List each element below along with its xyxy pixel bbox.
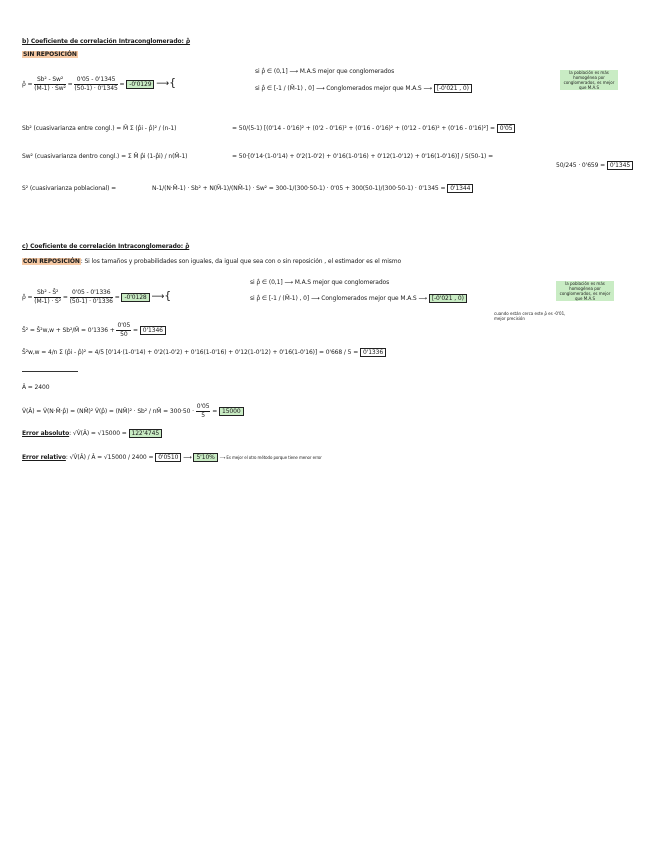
variance-line: V̂(Â) = V̂(N·M̄·p̂) = (NM̄)² V̂(p̂) = (NM̄)² · Sb² / nM̄ = 300·50 · $\frac{0'05}{5}$ = 15000 xyxy=(22,403,244,420)
c-rho-result: -0'0128 xyxy=(121,293,149,302)
c-sw-line: Ŝ²w,w = 4/n Σ (p̂i - p̂)² = 4/5 [0'14·(1-0'14) + 0'2(1-0'2) + 0'16(1-0'16) + 0'12(1-0'12) + 0'16(1-0'16)] = 0'668 / 5 = 0'1336 xyxy=(22,349,386,357)
rho-lhs: ρ̂ = xyxy=(22,81,33,88)
c-rho-formula: ρ̂ = $\frac{\text{Sb² - Ŝ²}}{\text{(M̄-1) · Ŝ²}}$ = $\frac{0'05 - 0'1336}{(50-1) \cdot 0'1336}$ = -0'0128 ⟶{ xyxy=(22,289,172,305)
b-sw-line: Sw² (cuasivarianza dentro congl.) = Σ M̄ p̂i (1-p̂i) / n(M̄-1) xyxy=(22,153,188,160)
c-note: la población es más homogénea por conglomerados, es mejor que M.A.S xyxy=(556,281,614,301)
error-absoluto-result: 122'4745 xyxy=(129,429,163,438)
c-case1: si ρ̂ ∈ (0,1] ⟶ M.A.S mejor que conglomerados xyxy=(250,279,390,286)
error-relativo-note: ⟶ Es mejor el otro método porque tiene menor error xyxy=(219,455,322,460)
b-case2: si ρ̂ ∈ [-1 / (M̄-1) , 0] ⟶ Conglomerados mejor que M.A.S ⟶ [-0'021 , 0) xyxy=(255,85,472,93)
error-relativo-result: 5'10% xyxy=(193,453,217,462)
b-note: la población es más homogénea por conglomerados, es mejor que M.A.S xyxy=(560,70,618,90)
b-interval-result: [-0'021 , 0) xyxy=(434,84,472,93)
a-hat: Â = 2400 xyxy=(22,384,50,391)
b-s2-line: S² (cuasivarianza poblacional) = xyxy=(22,185,117,192)
error-relativo-line: Error relativo: √V̂(Â) / Â = √15000 / 2400 = 0'0510 ⟶ 5'10% ⟶ Es mejor el otro método porque tiene menor error xyxy=(22,454,322,461)
c-interval-result: [-0'021 , 0) xyxy=(429,294,467,303)
c-sw-result: 0'1336 xyxy=(360,348,386,357)
s2-result: 0'1344 xyxy=(447,184,473,193)
error-absoluto-line: Error absoluto: √V̂(Â) = √15000 = 122'4745 xyxy=(22,430,162,438)
section-b-title: b) Coeficiente de correlación Intraconglomerado: ρ̂ xyxy=(22,38,191,45)
error-relativo-value: 0'0510 xyxy=(155,453,181,462)
separator-rule xyxy=(22,371,78,372)
section-b-subtitle xyxy=(22,51,78,59)
sb-result: 0'05 xyxy=(497,124,516,133)
variance-result: 15000 xyxy=(219,407,244,416)
rho-fraction: $\frac{\text{Sb² - Sw²}}{\text{(M̄-1) · Sw²}}$ xyxy=(34,76,66,92)
con-reposicion-label: CON REPOSICIÓN xyxy=(23,258,80,265)
b-sw-result-line: 50/245 · 0'659 = 0'1345 xyxy=(556,162,633,170)
sw-result: 0'1345 xyxy=(607,161,633,170)
b-case1: si ρ̂ ∈ (0,1] ⟶ M.A.S mejor que conglomerados xyxy=(255,68,395,75)
b-sw-calc: = 50·[0'14·(1-0'14) + 0'2(1-0'2) + 0'16(1-0'16) + 0'12(1-0'12) + 0'16(1-0'16)] / 5(50-1) = xyxy=(232,153,494,160)
c-s2-line: Ŝ² = Ŝ²w,w + Sb²/M̄ = 0'1336 + $\frac{0'05}{50}$ = 0'1346 xyxy=(22,322,166,339)
section-c-intro: CON REPOSICIÓN: Si los tamaños y probabilidades son iguales, da igual que sea con o sin reposición , el estimador es el mismo xyxy=(23,258,402,265)
rho-fraction-values: $\frac{0'05 - 0'1345}{(50-1) \cdot 0'1345}$ xyxy=(74,76,118,92)
b-sb-calc: = 50/(5-1) [(0'14 - 0'16)² + (0'2 - 0'16)² + (0'16 - 0'16)² + (0'12 - 0'16)² + (0'16 - 0'16)²] = 0'05 xyxy=(232,125,515,133)
c-note2: cuando están cerca este ρ̂ es -0'01, mejor precisión xyxy=(494,311,566,321)
section-c-title: c) Coeficiente de correlación Intraconglomerado: ρ̂ xyxy=(22,243,190,250)
b-rho-formula: ρ̂ = $\frac{\text{Sb² - Sw²}}{\text{(M̄-1) · Sw²}}$ = $\frac{0'05 - 0'1345}{(50-1) \cdot 0'1345}$ = -0'0129 ⟶{ xyxy=(22,76,176,92)
sin-reposicion-label: SIN REPOSICIÓN xyxy=(23,51,77,58)
rho-result: -0'0129 xyxy=(126,80,154,89)
b-s2-calc: N-1/(N·M̄-1) · Sb² + N(M̄-1)/(NM̄-1) · Sw² = 300-1/(300·50-1) · 0'05 + 300(50-1)/(300·50-1) · 0'1345 = 0'1344 xyxy=(152,185,473,193)
b-sb-line: Sb² (cuasivarianza entre congl.) = M̄ Σ (p̂i - p̂)² / (n-1) xyxy=(22,125,177,132)
c-case2: si ρ̂ ∈ [-1 / (M̄-1) , 0] ⟶ Conglomerados mejor que M.A.S ⟶ [-0'021 , 0) xyxy=(250,295,467,303)
c-s2-result: 0'1346 xyxy=(140,326,166,335)
